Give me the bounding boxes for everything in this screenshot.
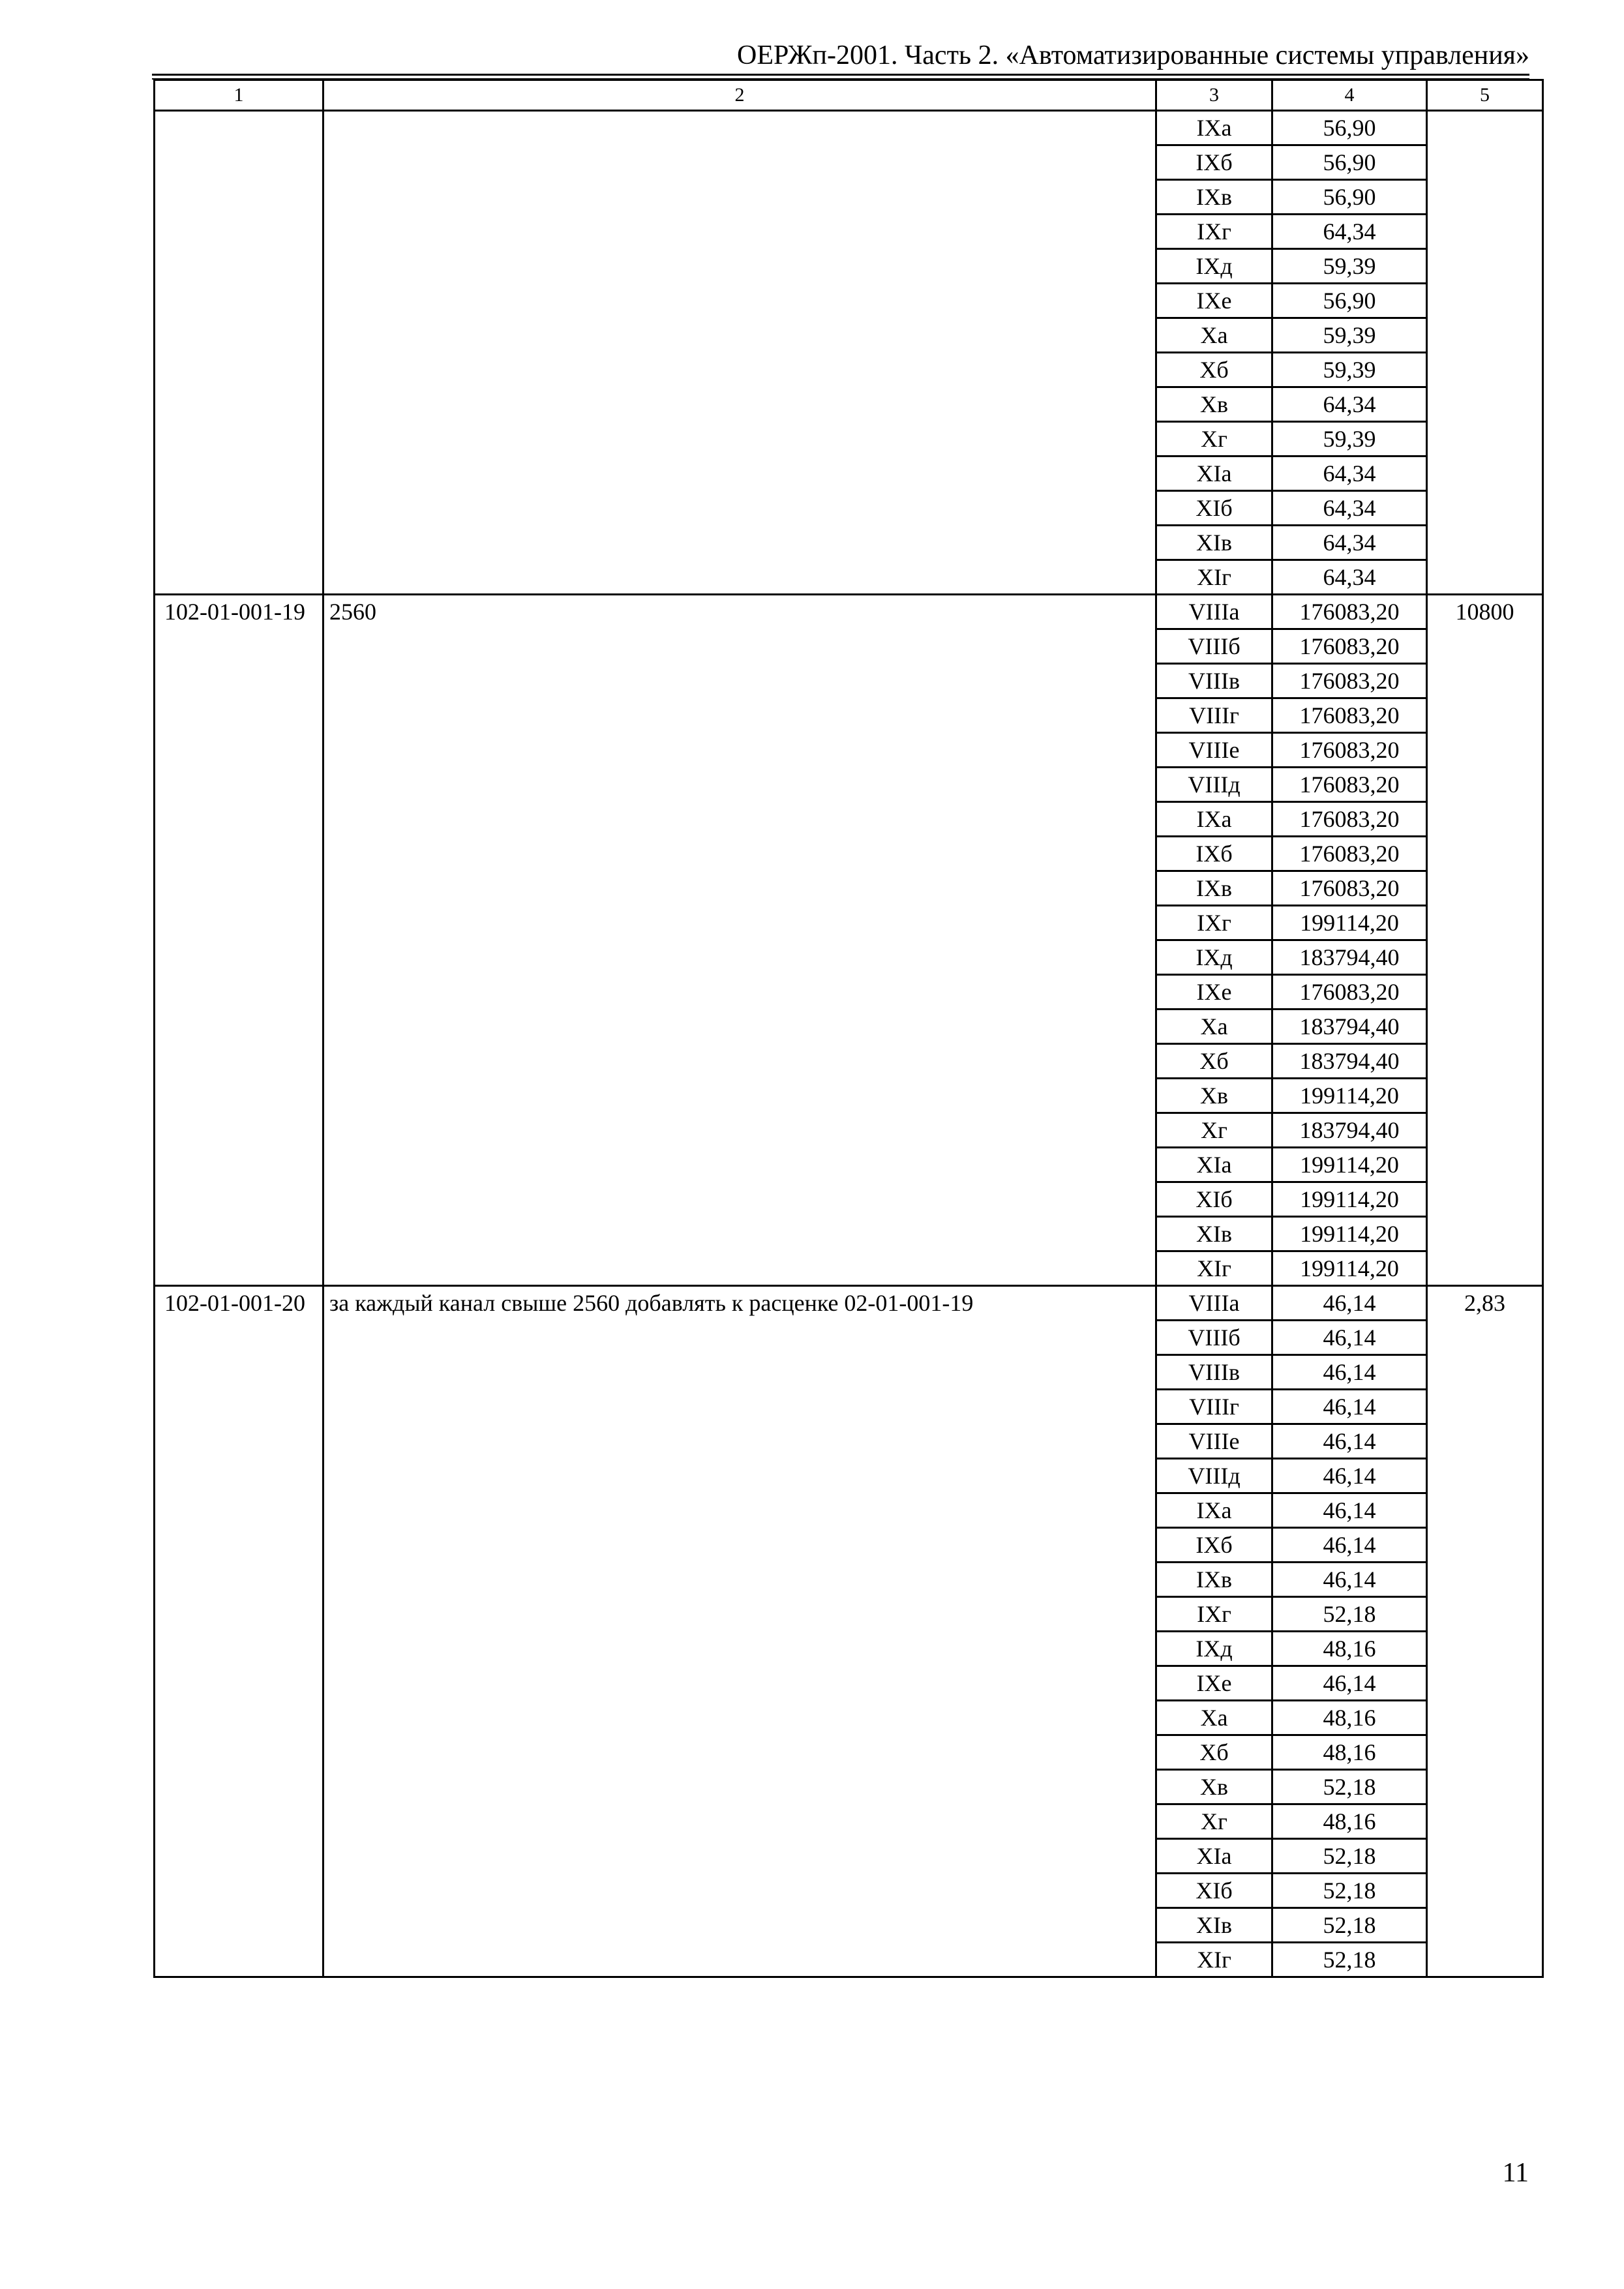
- price-cell: 64,34: [1272, 456, 1427, 491]
- price-cell: 46,14: [1272, 1424, 1427, 1459]
- zone-cell: IXа: [1156, 111, 1272, 145]
- zone-cell: XIг: [1156, 1251, 1272, 1286]
- price-cell: 46,14: [1272, 1666, 1427, 1701]
- price-cell: 199114,20: [1272, 1148, 1427, 1182]
- zone-cell: IXе: [1156, 1666, 1272, 1701]
- price-cell: 199114,20: [1272, 1182, 1427, 1217]
- price-cell: 176083,20: [1272, 595, 1427, 629]
- zone-cell: XIб: [1156, 491, 1272, 526]
- price-cell: 176083,20: [1272, 871, 1427, 906]
- rates-table: [153, 79, 1544, 1978]
- price-cell: 59,39: [1272, 422, 1427, 456]
- zone-cell: IXб: [1156, 837, 1272, 871]
- price-cell: 64,34: [1272, 215, 1427, 249]
- column-number-row: [155, 80, 1543, 111]
- zone-cell: VIIIв: [1156, 1355, 1272, 1390]
- zone-cell: Xг: [1156, 422, 1272, 456]
- rate-code: 102-01-001-20: [155, 1286, 323, 1977]
- zone-cell: Xа: [1156, 318, 1272, 353]
- zone-cell: VIIIб: [1156, 629, 1272, 664]
- page-number: 11: [1502, 2158, 1529, 2188]
- zone-cell: IXа: [1156, 802, 1272, 837]
- price-cell: 46,14: [1272, 1528, 1427, 1563]
- price-cell: 176083,20: [1272, 837, 1427, 871]
- zone-cell: XIв: [1156, 1217, 1272, 1251]
- table-row: [155, 1286, 1543, 1321]
- price-cell: 48,16: [1272, 1735, 1427, 1770]
- zone-cell: IXг: [1156, 906, 1272, 940]
- zone-cell: VIIIг: [1156, 698, 1272, 733]
- rate-description: [323, 111, 1156, 595]
- price-cell: 176083,20: [1272, 768, 1427, 802]
- price-cell: 56,90: [1272, 111, 1427, 145]
- zone-cell: VIIIд: [1156, 1459, 1272, 1493]
- column-number: 4: [1272, 80, 1427, 111]
- price-cell: 46,14: [1272, 1355, 1427, 1390]
- zone-cell: Xв: [1156, 1770, 1272, 1804]
- zone-cell: Xв: [1156, 387, 1272, 422]
- price-cell: 46,14: [1272, 1286, 1427, 1321]
- price-cell: 183794,40: [1272, 1044, 1427, 1079]
- price-cell: 176083,20: [1272, 629, 1427, 664]
- zone-cell: XIв: [1156, 526, 1272, 560]
- column-number: 2: [323, 80, 1156, 111]
- price-cell: 52,18: [1272, 1908, 1427, 1943]
- zone-cell: Xг: [1156, 1113, 1272, 1148]
- zone-cell: IXг: [1156, 215, 1272, 249]
- price-cell: 199114,20: [1272, 1079, 1427, 1113]
- zone-cell: VIIIа: [1156, 1286, 1272, 1321]
- price-cell: 183794,40: [1272, 1010, 1427, 1044]
- zone-cell: XIв: [1156, 1908, 1272, 1943]
- price-cell: 183794,40: [1272, 940, 1427, 975]
- zone-cell: VIIIб: [1156, 1321, 1272, 1355]
- zone-cell: Xб: [1156, 1735, 1272, 1770]
- rates-table-body: [155, 80, 1543, 1977]
- column-number: 5: [1427, 80, 1543, 111]
- zone-cell: VIIIе: [1156, 1424, 1272, 1459]
- zone-cell: VIIIв: [1156, 664, 1272, 698]
- price-cell: 52,18: [1272, 1839, 1427, 1874]
- zone-cell: IXв: [1156, 180, 1272, 215]
- zone-cell: IXд: [1156, 1632, 1272, 1666]
- zone-cell: Xб: [1156, 1044, 1272, 1079]
- price-cell: 64,34: [1272, 526, 1427, 560]
- zone-cell: XIа: [1156, 456, 1272, 491]
- price-cell: 48,16: [1272, 1632, 1427, 1666]
- zone-cell: VIIIд: [1156, 768, 1272, 802]
- price-cell: 48,16: [1272, 1701, 1427, 1735]
- zone-cell: IXб: [1156, 145, 1272, 180]
- channels-value: 2,83: [1427, 1286, 1543, 1977]
- rate-code: 102-01-001-19: [155, 595, 323, 1286]
- header-rule-thick: [152, 74, 1529, 76]
- price-cell: 176083,20: [1272, 733, 1427, 768]
- zone-cell: VIIIа: [1156, 595, 1272, 629]
- zone-cell: XIа: [1156, 1839, 1272, 1874]
- price-cell: 52,18: [1272, 1943, 1427, 1977]
- price-cell: 52,18: [1272, 1770, 1427, 1804]
- zone-cell: VIIIг: [1156, 1390, 1272, 1424]
- price-cell: 59,39: [1272, 318, 1427, 353]
- zone-cell: XIг: [1156, 560, 1272, 595]
- zone-cell: XIа: [1156, 1148, 1272, 1182]
- zone-cell: XIб: [1156, 1874, 1272, 1908]
- channels-value: [1427, 111, 1543, 595]
- price-cell: 64,34: [1272, 387, 1427, 422]
- rate-code: [155, 111, 323, 595]
- price-cell: 46,14: [1272, 1321, 1427, 1355]
- price-cell: 46,14: [1272, 1563, 1427, 1597]
- price-cell: 64,34: [1272, 491, 1427, 526]
- zone-cell: IXд: [1156, 249, 1272, 284]
- zone-cell: Xв: [1156, 1079, 1272, 1113]
- zone-cell: IXд: [1156, 940, 1272, 975]
- table-row: [155, 595, 1543, 629]
- price-cell: 56,90: [1272, 145, 1427, 180]
- channels-value: 10800: [1427, 595, 1543, 1286]
- price-cell: 199114,20: [1272, 1217, 1427, 1251]
- running-header: ОЕРЖп-2001. Часть 2. «Автоматизированные системы управления»: [737, 40, 1529, 70]
- rate-description: за каждый канал свыше 2560 добавлять к расценке 02-01-001-19: [323, 1286, 1156, 1977]
- price-cell: 52,18: [1272, 1874, 1427, 1908]
- price-cell: 176083,20: [1272, 802, 1427, 837]
- zone-cell: VIIIе: [1156, 733, 1272, 768]
- price-cell: 199114,20: [1272, 906, 1427, 940]
- zone-cell: Xа: [1156, 1701, 1272, 1735]
- price-cell: 46,14: [1272, 1390, 1427, 1424]
- zone-cell: IXб: [1156, 1528, 1272, 1563]
- price-cell: 64,34: [1272, 560, 1427, 595]
- zone-cell: IXа: [1156, 1493, 1272, 1528]
- price-cell: 183794,40: [1272, 1113, 1427, 1148]
- column-number: 1: [155, 80, 323, 111]
- price-cell: 48,16: [1272, 1804, 1427, 1839]
- price-cell: 46,14: [1272, 1459, 1427, 1493]
- zone-cell: Xа: [1156, 1010, 1272, 1044]
- zone-cell: XIб: [1156, 1182, 1272, 1217]
- zone-cell: IXв: [1156, 1563, 1272, 1597]
- zone-cell: XIг: [1156, 1943, 1272, 1977]
- zone-cell: IXв: [1156, 871, 1272, 906]
- price-cell: 59,39: [1272, 249, 1427, 284]
- zone-cell: IXе: [1156, 975, 1272, 1010]
- price-cell: 46,14: [1272, 1493, 1427, 1528]
- table-row: [155, 111, 1543, 145]
- column-number: 3: [1156, 80, 1272, 111]
- zone-cell: IXг: [1156, 1597, 1272, 1632]
- price-cell: 176083,20: [1272, 698, 1427, 733]
- price-cell: 176083,20: [1272, 975, 1427, 1010]
- rate-description: 2560: [323, 595, 1156, 1286]
- price-cell: 199114,20: [1272, 1251, 1427, 1286]
- price-cell: 56,90: [1272, 180, 1427, 215]
- price-cell: 52,18: [1272, 1597, 1427, 1632]
- zone-cell: IXе: [1156, 284, 1272, 318]
- price-cell: 59,39: [1272, 353, 1427, 387]
- price-cell: 56,90: [1272, 284, 1427, 318]
- zone-cell: Xг: [1156, 1804, 1272, 1839]
- zone-cell: Xб: [1156, 353, 1272, 387]
- price-cell: 176083,20: [1272, 664, 1427, 698]
